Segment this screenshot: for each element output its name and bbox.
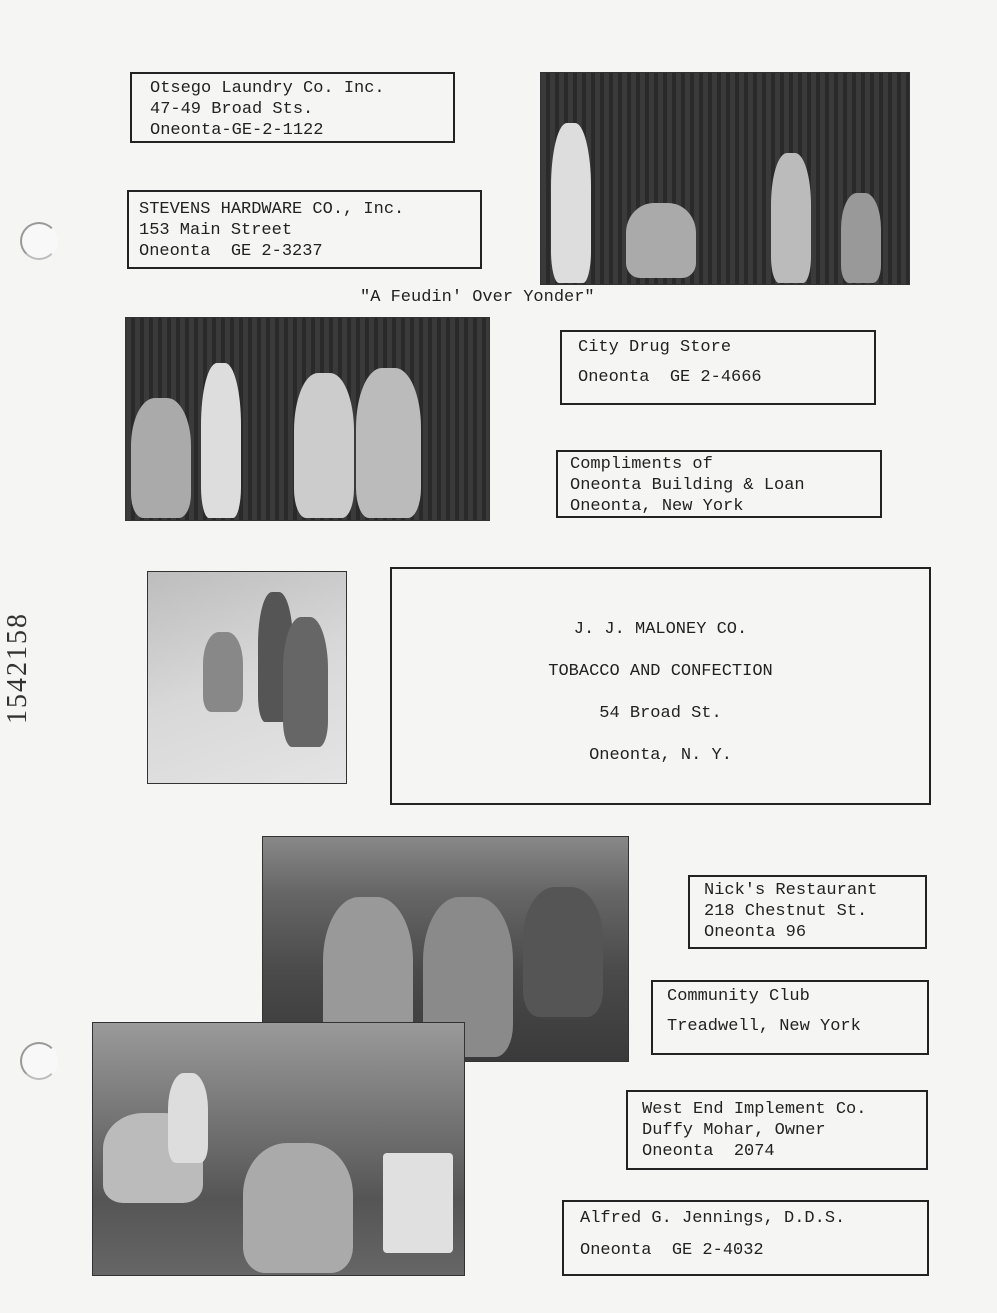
ad-line: 54 Broad St. — [599, 704, 722, 723]
photo-figure — [243, 1143, 353, 1273]
ad-line: Oneonta 2074 — [642, 1142, 775, 1161]
ad-line: 218 Chestnut St. — [704, 902, 868, 921]
ad-nicks-restaurant — [688, 875, 927, 949]
ad-line: City Drug Store — [578, 338, 732, 357]
photo-figure — [841, 193, 881, 283]
ad-line: 47-49 Broad Sts. — [150, 100, 314, 119]
ad-jj-maloney — [390, 567, 931, 805]
ad-line: Oneonta, N. Y. — [589, 746, 732, 765]
ad-line: Oneonta GE 2-4032 — [580, 1241, 764, 1260]
ad-community-club — [651, 980, 929, 1055]
ad-line: Oneonta-GE-2-1122 — [150, 121, 324, 140]
photo-figure — [551, 123, 591, 283]
ad-city-drug-store — [560, 330, 876, 405]
photo-figure — [203, 632, 243, 712]
photo-play-stage-cast — [540, 72, 910, 285]
ad-line: STEVENS HARDWARE CO., Inc. — [139, 200, 405, 219]
ad-line: West End Implement Co. — [642, 1100, 867, 1119]
ad-alfred-jennings-dds — [562, 1200, 929, 1276]
photo-caption: "A Feudin' Over Yonder" — [360, 288, 595, 307]
ad-line: TOBACCO AND CONFECTION — [548, 662, 773, 681]
ad-line: Alfred G. Jennings, D.D.S. — [580, 1209, 846, 1228]
ad-line: Oneonta, New York — [570, 497, 744, 516]
ad-line: Compliments of — [570, 455, 713, 474]
ad-line: Oneonta GE 2-4666 — [578, 368, 762, 387]
photo-figure — [771, 153, 811, 283]
ad-otsego-laundry — [130, 72, 455, 143]
ad-line: Otsego Laundry Co. Inc. — [150, 79, 385, 98]
photo-figure — [131, 398, 191, 518]
photo-figure — [523, 887, 603, 1017]
ad-oneonta-building-loan — [556, 450, 882, 518]
ad-line: Oneonta Building & Loan — [570, 476, 805, 495]
ad-line: Oneonta 96 — [704, 923, 807, 942]
ad-line: Community Club — [667, 987, 810, 1006]
photo-play-scene — [125, 317, 490, 521]
page-id-number: 1542158 — [2, 612, 33, 724]
photo-figure — [383, 1153, 453, 1253]
photo-figure — [626, 203, 696, 278]
ad-line: Duffy Mohar, Owner — [642, 1121, 826, 1140]
punch-hole — [20, 222, 58, 260]
photo-outdoor-snow — [147, 571, 347, 784]
ad-line: Treadwell, New York — [667, 1017, 861, 1036]
ad-line: Oneonta GE 2-3237 — [139, 242, 323, 261]
punch-hole — [20, 1042, 58, 1080]
ad-line: Nick's Restaurant — [704, 881, 878, 900]
photo-typing-class — [92, 1022, 465, 1276]
ad-line: 153 Main Street — [139, 221, 293, 240]
photo-figure — [201, 363, 241, 518]
photo-figure — [283, 617, 328, 747]
photo-figure — [294, 373, 354, 518]
ad-west-end-implement — [626, 1090, 928, 1170]
ad-line: J. J. MALONEY CO. — [573, 620, 748, 639]
photo-figure — [168, 1073, 208, 1163]
photo-figure — [356, 368, 421, 518]
ad-stevens-hardware — [127, 190, 482, 269]
